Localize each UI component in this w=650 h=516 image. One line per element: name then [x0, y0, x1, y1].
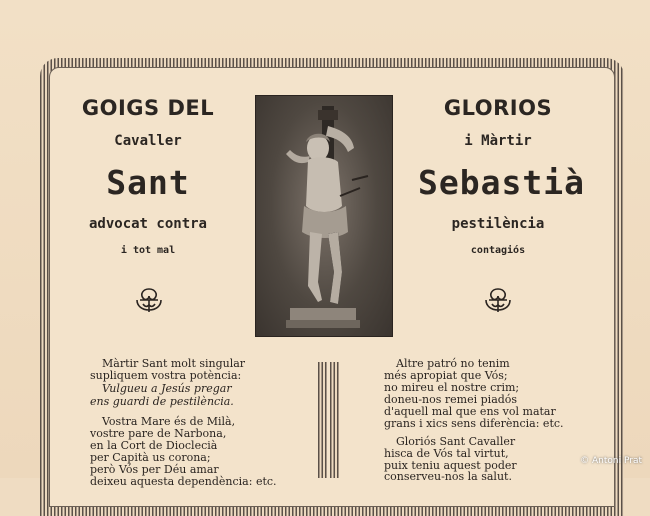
statue-illustration	[256, 96, 392, 336]
verse-line: d'aquell mal que ens vol matar	[384, 405, 556, 418]
column-divider-left	[318, 362, 327, 478]
verse-line: doneu-nos remei piadós	[384, 393, 518, 406]
verse-line: Vostra Mare és de Milà,	[102, 415, 236, 428]
copyright-watermark: © Antoni Prat	[580, 456, 642, 466]
title-right-line2: i Màrtir	[464, 133, 532, 149]
verse-line: vostre pare de Narbona,	[90, 427, 227, 440]
title-left-line1: GOIGS DEL	[81, 96, 215, 120]
ornament-right-icon	[483, 286, 513, 314]
verse-line: Altre patró no tenim	[396, 357, 510, 370]
verse-line: hisca de Vós tal virtut,	[384, 447, 509, 460]
title-left-line4: advocat contra	[88, 216, 207, 232]
saint-sebastian-statue-photo	[255, 95, 393, 337]
verse-line: conserveu-nos la salut.	[384, 470, 512, 483]
verse-line: no mireu el nostre crim;	[384, 381, 520, 394]
title-left-line5: i tot mal	[120, 245, 176, 256]
title-left-line2: Cavaller	[114, 133, 182, 149]
verse-line: Gloriós Sant Cavaller	[396, 435, 516, 448]
verse-line: però Vós per Déu amar	[90, 463, 219, 476]
column-divider-right	[330, 362, 339, 478]
refrain-line: ens guardi de pestilència.	[90, 395, 234, 408]
ornament-left-icon	[134, 286, 164, 314]
verse-line: Màrtir Sant molt singular	[102, 357, 246, 370]
title-right-line5: contagiós	[470, 245, 526, 256]
verse-line: puix teniu aquest poder	[384, 459, 517, 472]
verse-line: grans i xics sens diferència: etc.	[384, 417, 564, 430]
verse-line: deixeu aquesta dependència: etc.	[90, 475, 277, 488]
refrain-line: Vulgueu a Jesús pregar	[102, 382, 232, 395]
verse-line: per Capità us corona;	[90, 451, 211, 464]
title-right-line4: pestilència	[451, 216, 545, 232]
title-right-line3: Sebastià	[418, 163, 585, 202]
verse-line: supliquem vostra potència:	[90, 369, 242, 382]
title-right-line1: GLORIOS	[443, 96, 553, 120]
title-left-line3: Sant	[106, 163, 190, 202]
verse-line: en la Cort de Dioclecià	[90, 439, 218, 452]
verse-line: més apropiat que Vós;	[384, 369, 508, 382]
